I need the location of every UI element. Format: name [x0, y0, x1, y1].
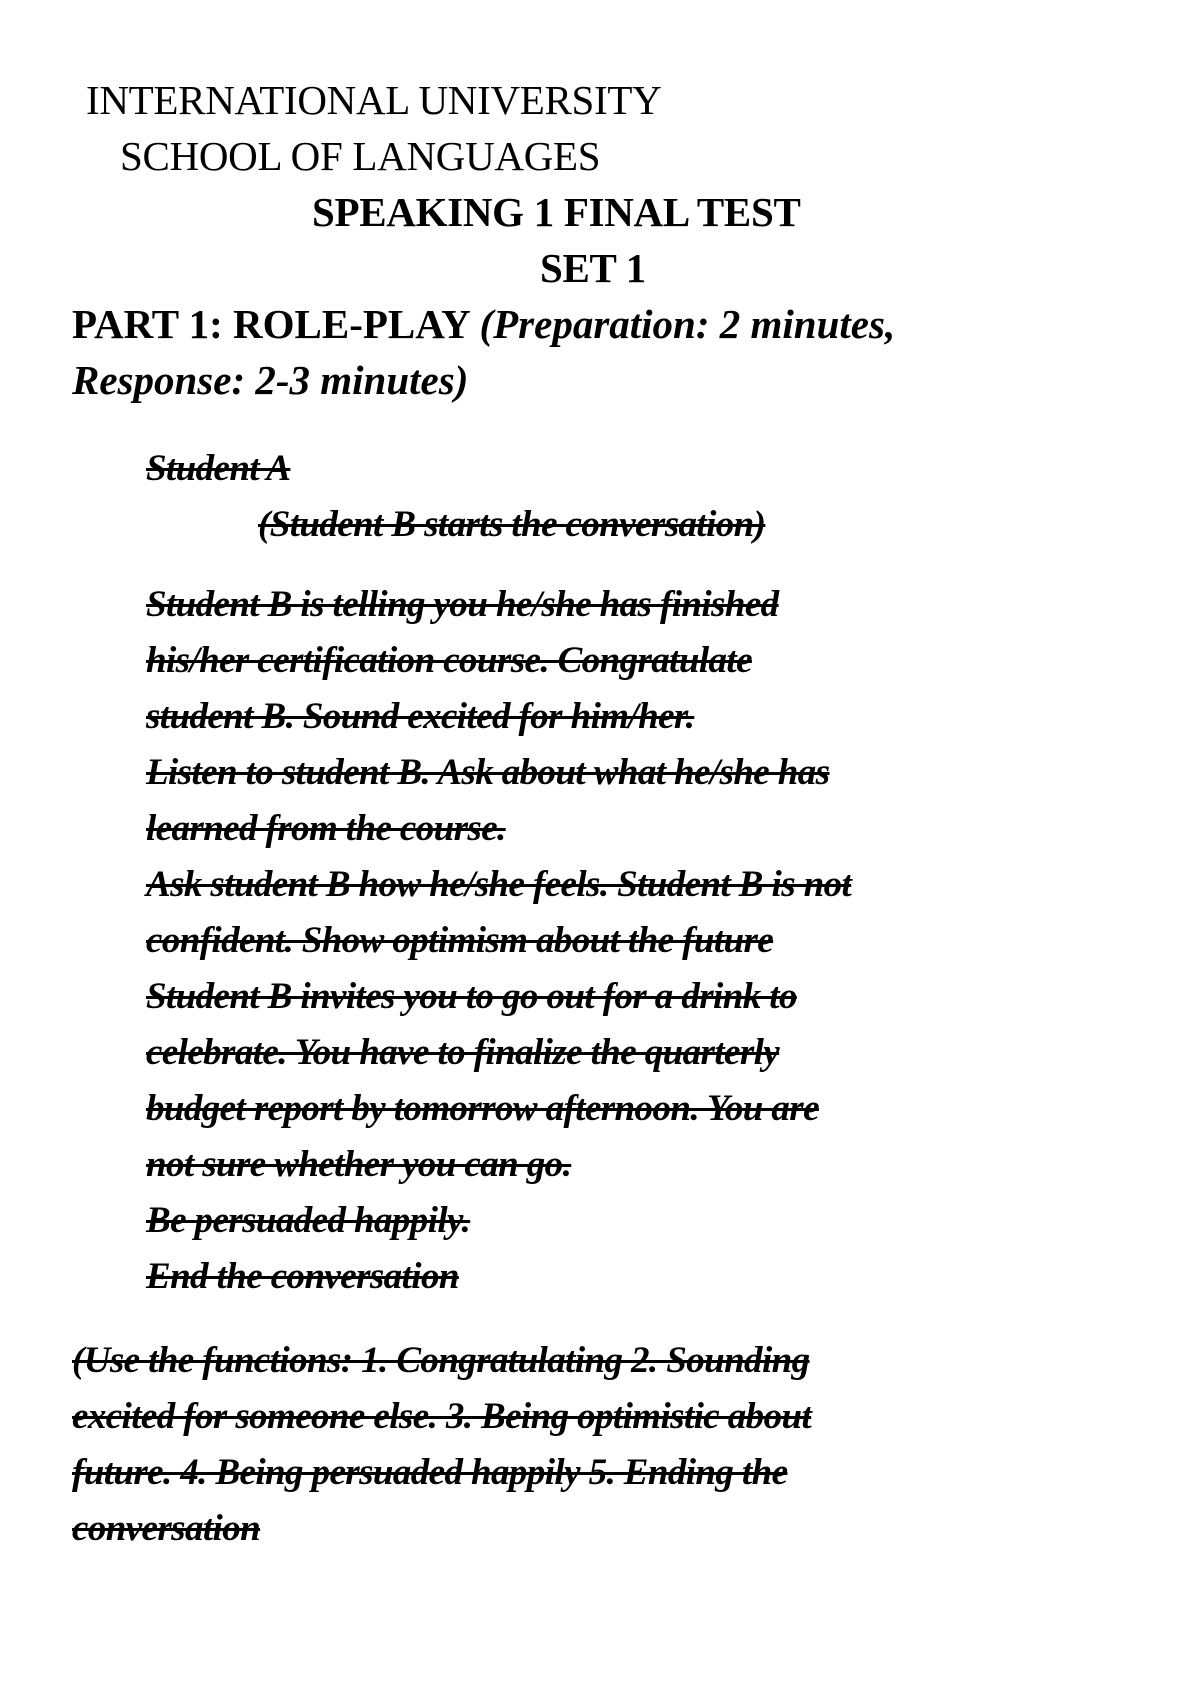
functions-line: (Use the functions: 1. Congratulating 2. Sounding: [72, 1340, 810, 1381]
instruction-line: celebrate. You have to finalize the quarterly: [146, 1032, 780, 1073]
instruction-line: Be persuaded happily.: [146, 1200, 471, 1241]
set-label: SET 1: [540, 245, 647, 291]
functions-line: conversation: [72, 1508, 261, 1549]
functions-line: excited for someone else. 3. Being optimistic about: [72, 1396, 812, 1437]
instruction-line: confident. Show optimism about the future: [146, 920, 774, 961]
school-name: SCHOOL OF LANGUAGES: [120, 133, 601, 179]
part1-label: PART 1: ROLE-PLAY: [72, 301, 470, 347]
instruction-line: End the conversation: [146, 1256, 459, 1297]
part1-timing: (Preparation: 2 minutes,: [479, 301, 896, 347]
instruction-line: Ask student B how he/she feels. Student B is not: [146, 864, 852, 905]
instruction-line: not sure whether you can go.: [146, 1144, 572, 1185]
part1-timing-cont: Response: 2-3 minutes): [72, 357, 469, 403]
university-name: INTERNATIONAL UNIVERSITY: [86, 77, 662, 123]
instruction-line: Listen to student B. Ask about what he/she has: [146, 752, 830, 793]
part1-heading: [72, 301, 896, 347]
instruction-line: Student B invites you to go out for a drink to: [146, 976, 797, 1017]
instruction-line: budget report by tomorrow afternoon. You are: [146, 1088, 819, 1129]
test-title: SPEAKING 1 FINAL TEST: [312, 189, 801, 235]
instruction-line: learned from the course.: [146, 808, 506, 849]
instruction-line: Student B is telling you he/she has finished: [146, 584, 779, 625]
instruction-line: student B. Sound excited for him/her.: [146, 696, 695, 737]
instruction-line: his/her certification course. Congratulate: [146, 640, 752, 681]
student-label: Student A: [146, 448, 291, 489]
conversation-starter: (Student B starts the conversation): [258, 504, 766, 545]
functions-line: future. 4. Being persuaded happily 5. Ending the: [72, 1452, 788, 1493]
